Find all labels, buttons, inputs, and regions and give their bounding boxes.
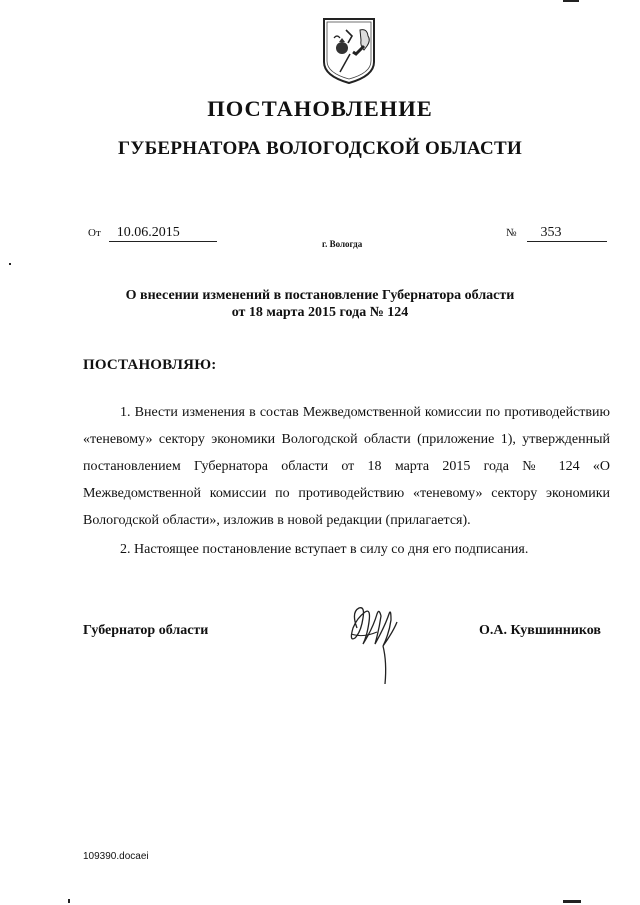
number-prefix: № <box>506 227 517 239</box>
issuer-title: ГУБЕРНАТОРА ВОЛОГОДСКОЙ ОБЛАСТИ <box>117 138 523 159</box>
city: г. Вологда <box>322 239 363 249</box>
date-value: 10.06.2015 <box>116 225 180 240</box>
scan-mark-top <box>563 0 579 2</box>
document-title: ПОСТАНОВЛЕНИЕ <box>207 96 433 121</box>
scan-mark-bottom-right <box>563 900 581 903</box>
number-value-field <box>527 225 607 242</box>
paragraph-2-text: 2. Настоящее постановление вступает в силу со дня его подписания. <box>120 542 529 557</box>
subject-line-2: от 18 марта 2015 года № 124 <box>231 305 409 320</box>
scan-mark-bottom-left <box>68 899 70 903</box>
subject-line-1: О внесении изменений в постановление Губернатора области <box>125 288 515 303</box>
subject-heading <box>0 287 640 321</box>
file-reference: 109390.docaei <box>83 851 149 862</box>
date-prefix: От <box>88 227 101 239</box>
coat-of-arms-icon <box>320 16 378 86</box>
number-line <box>506 223 607 242</box>
signatory-name: О.А. Кувшинников <box>478 623 601 638</box>
body-paragraph-1 <box>83 399 610 534</box>
decree-word: ПОСТАНОВЛЯЮ: <box>83 357 217 373</box>
handwritten-signature <box>343 598 403 688</box>
body-paragraph-2 <box>83 536 610 563</box>
number-value: 353 <box>540 225 562 240</box>
date-value-field <box>109 225 217 242</box>
scan-mark-left <box>9 263 11 265</box>
date-line <box>88 223 217 242</box>
paragraph-1-text: 1. Внести изменения в состав Межведомственной комиссии по противодействию «теневому» сектору экономики Вологодской области (приложение 1), утвержденный постановлением Губернатора области от 18 марта 2015 года № 124 «О Межведомственной комиссии по противодействию «теневому» сектору экономики Вологодской области», изложив в новой редакции (прилагается). <box>83 405 610 528</box>
signatory-position: Губернатор области <box>83 623 209 638</box>
